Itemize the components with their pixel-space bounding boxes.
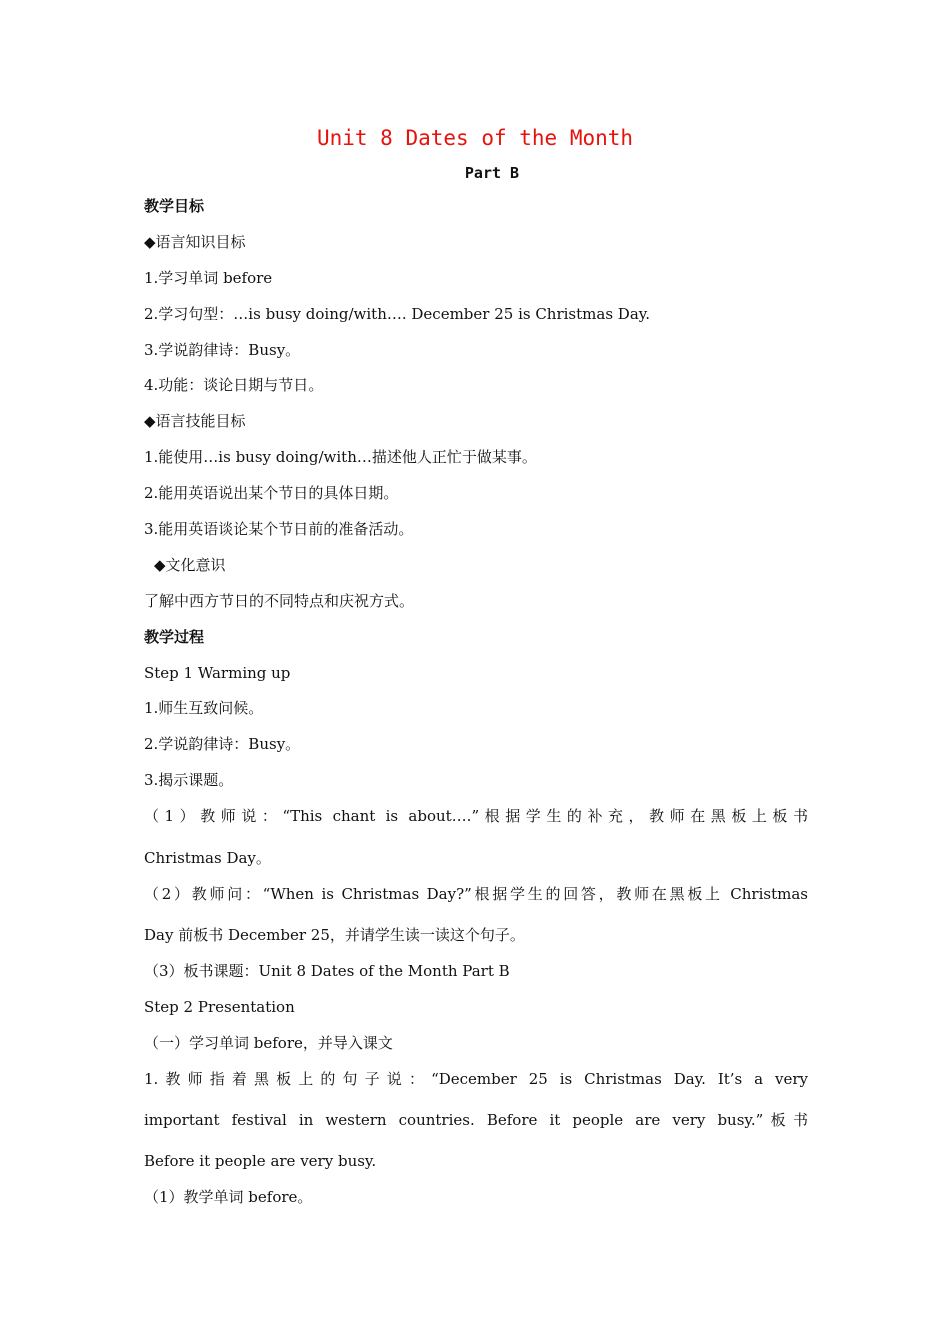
text-line: important festival in western countries. Before it people are very busy.”板书 <box>144 1111 808 1129</box>
step-heading: Step 1 Warming up <box>144 664 291 682</box>
text-line: 1.教师指着黑板上的句子说：“December 25 is Christmas Day. It’s a very <box>144 1070 808 1088</box>
text-line: 2.学说韵律诗：Busy。 <box>144 735 301 753</box>
section-heading-objectives: 教学目标 <box>144 197 205 215</box>
text-line: 3.能用英语谈论某个节日前的准备活动。 <box>144 520 414 538</box>
text-line: Day 前板书 December 25，并请学生读一读这个句子。 <box>144 926 525 944</box>
subheading-cultural-awareness: ◆文化意识 <box>154 556 226 574</box>
text-line: Christmas Day。 <box>144 849 271 867</box>
section-heading-process: 教学过程 <box>144 628 205 646</box>
text-line: 3.学说韵律诗：Busy。 <box>144 341 301 359</box>
text-line: 1.师生互致问候。 <box>144 699 264 717</box>
text-line: （3）板书课题：Unit 8 Dates of the Month Part B <box>144 962 510 980</box>
text-line: （2）教师问：“When is Christmas Day?”根据学生的回答，教师在黑板上 Christmas <box>144 885 808 903</box>
subheading-language-knowledge: ◆语言知识目标 <box>144 233 246 251</box>
step-heading: Step 2 Presentation <box>144 998 295 1016</box>
text-line: 3.揭示课题。 <box>144 771 234 789</box>
text-line: 4.功能：谈论日期与节日。 <box>144 376 324 394</box>
text-line: Before it people are very busy. <box>144 1152 377 1170</box>
subheading-language-skills: ◆语言技能目标 <box>144 412 246 430</box>
text-line: 2.能用英语说出某个节日的具体日期。 <box>144 484 399 502</box>
text-line: （一）学习单词 before，并导入课文 <box>144 1034 393 1052</box>
text-line: 1.学习单词 before <box>144 269 273 287</box>
document-subtitle: Part B <box>464 164 520 182</box>
text-line: 了解中西方节日的不同特点和庆祝方式。 <box>144 592 415 610</box>
text-line: （1）教师说：“This chant is about….”根据学生的补充，教师在黑板上板书 <box>144 807 808 825</box>
text-line: （1）教学单词 before。 <box>144 1188 313 1206</box>
text-line: 2.学习句型：…is busy doing/with…. December 25 is Christmas Day. <box>144 305 651 323</box>
document-title: Unit 8 Dates of the Month <box>316 126 634 150</box>
text-line: 1.能使用…is busy doing/with…描述他人正忙于做某事。 <box>144 448 537 466</box>
